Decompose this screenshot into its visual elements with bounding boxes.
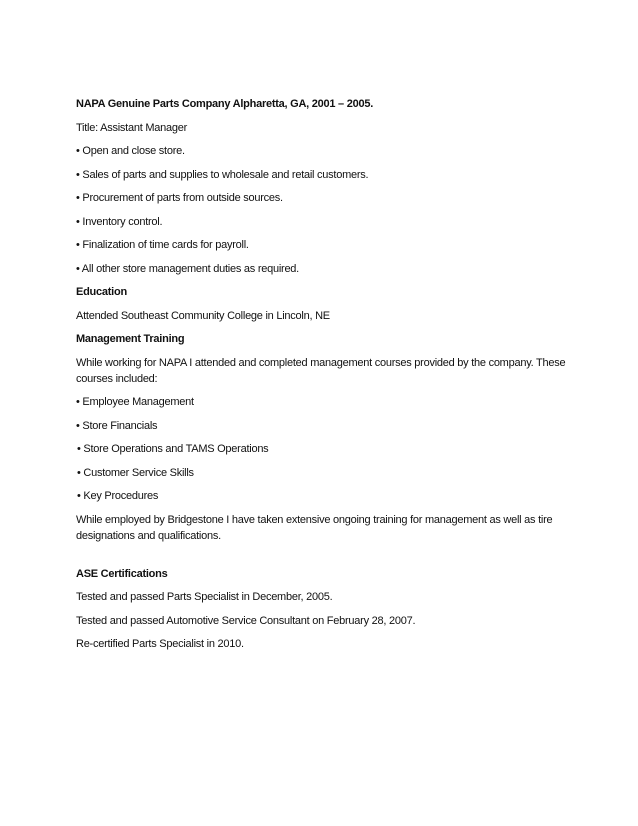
education-text: Attended Southeast Community College in Lincoln, NE	[76, 309, 330, 322]
job-title: Title: Assistant Manager	[76, 121, 187, 134]
course-item: • Store Financials	[76, 419, 158, 432]
ase-heading: ASE Certifications	[76, 567, 168, 580]
course-item: • Store Operations and TAMS Operations	[77, 443, 269, 455]
employer-heading: NAPA Genuine Parts Company Alpharetta, GA, 2001 – 2005.	[76, 98, 373, 110]
training-heading: Management Training	[76, 333, 185, 345]
course-item: • Customer Service Skills	[77, 466, 194, 479]
certification-item: Tested and passed Automotive Service Consultant on February 28, 2007.	[76, 614, 416, 627]
duty-item: • All other store management duties as required.	[76, 262, 299, 275]
duty-item: • Sales of parts and supplies to wholesale and retail customers.	[76, 168, 369, 181]
duty-item: • Open and close store.	[76, 145, 185, 157]
certification-item: Tested and passed Parts Specialist in December, 2005.	[76, 591, 333, 603]
certification-item: Re-certified Parts Specialist in 2010.	[76, 638, 244, 650]
resume-content	[76, 96, 566, 660]
bridgestone-text: While employed by Bridgestone I have taken extensive ongoing training for management as well as tire designations and qualifications.	[76, 513, 553, 542]
duty-item: • Inventory control.	[76, 215, 163, 228]
duty-item: • Procurement of parts from outside sources.	[76, 192, 283, 204]
course-item: • Key Procedures	[77, 490, 159, 502]
training-intro: While working for NAPA I attended and completed management courses provided by the company. These courses included:	[76, 356, 566, 385]
education-heading: Education	[76, 286, 127, 298]
course-item: • Employee Management	[76, 396, 194, 408]
duty-item: • Finalization of time cards for payroll.	[76, 239, 249, 251]
